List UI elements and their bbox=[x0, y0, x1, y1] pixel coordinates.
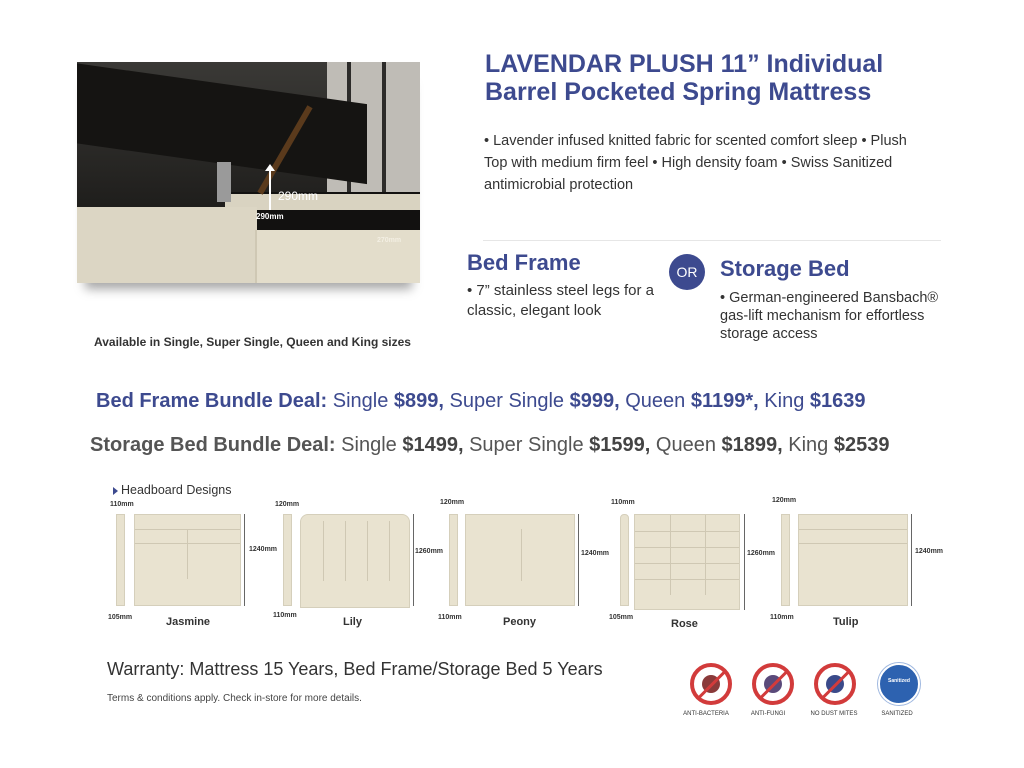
top-dim: 120mm bbox=[772, 497, 797, 504]
height-dim: 1240mm bbox=[915, 548, 944, 555]
bottom-dim: 105mm bbox=[609, 614, 634, 621]
headboard-name: Peony bbox=[503, 616, 537, 628]
headboard-heading bbox=[113, 483, 232, 497]
headboard-side-view bbox=[449, 514, 458, 606]
headboard-lily bbox=[273, 496, 444, 636]
headboard-name: Tulip bbox=[833, 616, 859, 628]
deal-size: King bbox=[788, 434, 829, 456]
deal-price: $1639 bbox=[809, 390, 866, 412]
no-dust-mites-icon bbox=[814, 663, 856, 705]
bed-frame-title: Bed Frame bbox=[467, 250, 581, 275]
storage-bed-deal bbox=[90, 434, 889, 457]
bed-frame-deal bbox=[96, 390, 866, 413]
storage-bed-desc-line1: • German-engineered Bansbach® bbox=[720, 290, 939, 306]
headboard-front-view bbox=[465, 514, 575, 606]
deal-size: Queen bbox=[655, 434, 716, 456]
storage-bed-description bbox=[720, 289, 960, 343]
bottom-dim: 110mm bbox=[770, 614, 794, 621]
deal-price: $999, bbox=[569, 390, 620, 412]
headboard-side-view bbox=[781, 514, 790, 606]
deal-size: Super Single bbox=[449, 390, 565, 412]
height-line bbox=[244, 514, 245, 606]
product-description: • Lavender infused knitted fabric for scented comfort sleep • Plush Top with medium firm feel • High density foam • Swiss Sanitized antimicrobial protection bbox=[484, 133, 907, 193]
headboard-name: Rose bbox=[671, 618, 698, 630]
height-arrow-icon bbox=[269, 170, 271, 210]
top-dim: 120mm bbox=[275, 501, 300, 508]
product-title: LAVENDAR PLUSH 11” Individual Barrel Pocketed Spring Mattress bbox=[485, 50, 884, 106]
sanitized-logo-text: Sanitized bbox=[888, 678, 910, 684]
headboard-front-view bbox=[300, 514, 410, 608]
headboard-front-view bbox=[798, 514, 908, 606]
deal-size: Queen bbox=[625, 390, 686, 412]
badge-label: ANTI-BACTERIA bbox=[683, 711, 729, 717]
deal-price: $1199*, bbox=[690, 390, 759, 412]
headboard-name: Jasmine bbox=[166, 616, 211, 628]
deal-price: $1599, bbox=[589, 434, 651, 456]
height-dim: 1260mm bbox=[415, 548, 444, 555]
headboard-rose bbox=[607, 496, 775, 636]
top-dim: 120mm bbox=[440, 499, 465, 506]
deal-price: $1499, bbox=[402, 434, 464, 456]
badge-label: ANTI-FUNGI bbox=[750, 711, 786, 717]
warranty-text: Warranty: Mattress 15 Years, Bed Frame/Storage Bed 5 Years bbox=[107, 659, 603, 679]
storage-bed-title: Storage Bed bbox=[720, 256, 850, 281]
deal-size: King bbox=[764, 390, 805, 412]
storage-bed-photo bbox=[77, 62, 420, 283]
sanitized-icon bbox=[878, 663, 920, 705]
height-line bbox=[911, 514, 912, 606]
deal-label: Storage Bed Bundle Deal: bbox=[90, 434, 336, 456]
headboard-peony bbox=[438, 496, 610, 636]
bottom-dim: 110mm bbox=[273, 612, 297, 619]
top-dim: 110mm bbox=[611, 499, 635, 506]
height-dim: 1240mm bbox=[581, 550, 610, 557]
terms-text: Terms & conditions apply. Check in-store for more details. bbox=[107, 693, 362, 704]
or-badge: OR bbox=[669, 254, 705, 290]
sizes-note: Available in Single, Super Single, Queen and King sizes bbox=[94, 335, 411, 349]
dim-right-label: 270mm bbox=[377, 237, 402, 244]
anti-fungi-icon bbox=[752, 663, 794, 705]
headboard-side-view bbox=[620, 514, 629, 606]
lift-bracket bbox=[217, 162, 231, 202]
headboard-side-view bbox=[283, 514, 292, 606]
deal-price: $899, bbox=[393, 390, 444, 412]
badge-label: SANITIZED bbox=[881, 711, 913, 717]
deal-label: Bed Frame Bundle Deal: bbox=[96, 390, 328, 412]
deal-price: $1899, bbox=[721, 434, 783, 456]
headboard-front-view bbox=[634, 514, 740, 610]
bed-frame-description: • 7” stainless steel legs for a classic, elegant look bbox=[467, 282, 655, 319]
height-line bbox=[413, 514, 414, 606]
storage-bed-desc-line2: gas-lift mechanism for effortless storage access bbox=[720, 308, 925, 342]
height-line bbox=[578, 514, 579, 606]
anti-bacteria-icon bbox=[690, 663, 732, 705]
headboard-front-view bbox=[134, 514, 241, 606]
height-dim: 1260mm bbox=[747, 550, 776, 557]
deal-price: $2539 bbox=[833, 434, 890, 456]
deal-size: Super Single bbox=[469, 434, 584, 456]
dim-vertical-label: 290mm bbox=[278, 189, 319, 203]
deal-size: Single bbox=[341, 434, 397, 456]
dim-small-label: 290mm bbox=[256, 212, 284, 221]
bottom-dim: 110mm bbox=[438, 614, 462, 621]
badge-label: NO DUST MITES bbox=[810, 711, 858, 717]
headboard-side-view bbox=[116, 514, 125, 606]
headboard-heading-text: Headboard Designs bbox=[121, 483, 232, 497]
top-dim: 110mm bbox=[110, 501, 134, 508]
section-divider bbox=[483, 240, 941, 241]
height-dim: 1240mm bbox=[249, 546, 278, 553]
headboard-tulip bbox=[768, 496, 944, 636]
height-line bbox=[744, 514, 745, 610]
triangle-bullet-icon bbox=[113, 487, 118, 495]
bottom-dim: 105mm bbox=[108, 614, 133, 621]
frame-side-left bbox=[77, 207, 257, 283]
headboard-jasmine bbox=[108, 496, 276, 636]
headboard-name: Lily bbox=[343, 616, 362, 628]
deal-size: Single bbox=[332, 390, 389, 412]
